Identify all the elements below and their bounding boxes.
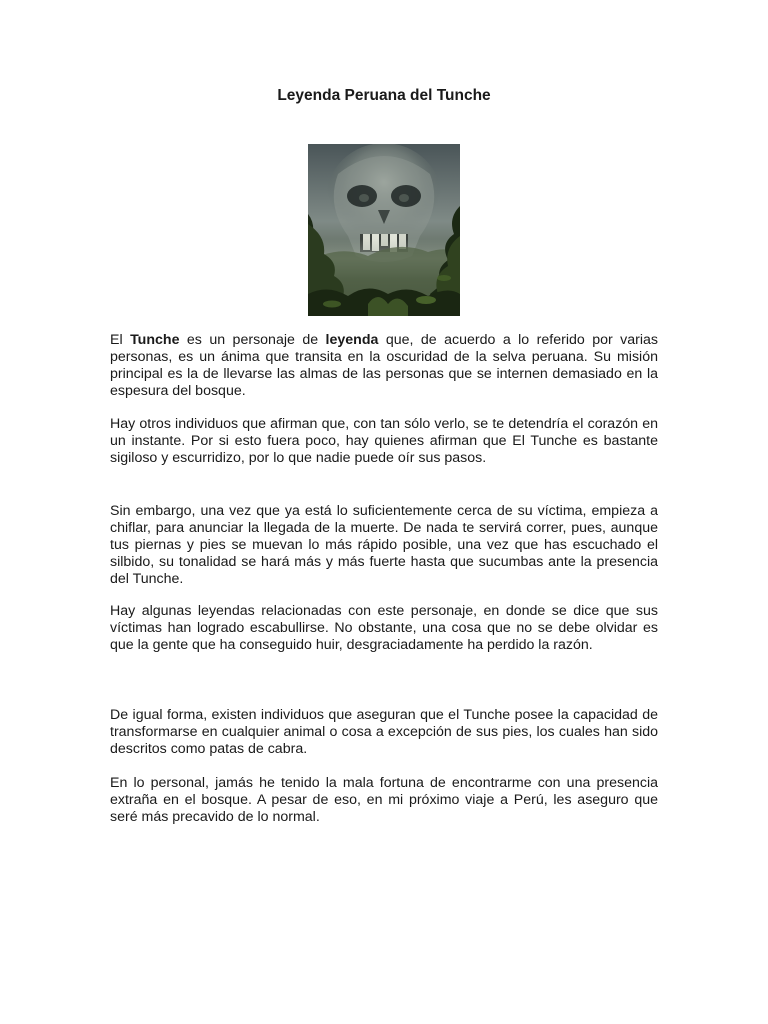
- p1-text-c: es un personaje de: [179, 332, 326, 348]
- p1-text-a: El: [110, 332, 131, 348]
- paragraph-6: [110, 775, 658, 826]
- document-title: Leyenda Peruana del Tunche: [277, 87, 491, 104]
- paragraph-6-text: En lo personal, jamás he tenido la mala fortuna de encontrarme con una presencia extraña en el bosque. A pesar de eso, en mi próximo viaje a Perú, les aseguro que seré más precavido de lo normal.: [110, 775, 658, 825]
- paragraph-4-text: Hay algunas leyendas relacionadas con este personaje, en donde se dice que sus víctimas han logrado escabullirse. No obstante, una cosa que no se debe olvidar es que la gente que ha conseguido huir, desgraciadamente ha perdido la razón.: [110, 603, 658, 653]
- paragraph-5: [110, 707, 658, 758]
- paragraph-5-text: De igual forma, existen individuos que aseguran que el Tunche posee la capacidad de transformarse en cualquier animal o cosa a excepción de sus pies, los cuales han sido descritos como patas de cabra.: [110, 707, 658, 757]
- paragraph-1: [110, 332, 658, 400]
- paragraph-3: [110, 503, 658, 588]
- tunche-forest-skull-image: [308, 144, 460, 316]
- paragraph-4: [110, 603, 658, 654]
- paragraph-3-text: Sin embargo, una vez que ya está lo suficientemente cerca de su víctima, empieza a chiflar, para anunciar la llegada de la muerte. De nada te servirá correr, pues, aunque tus piernas y pies se muevan lo más rápido posible, una vez que has escuchado el silbido, su tonalidad se hará más y más fuerte hasta que sucumbas ante la presencia del Tunche.: [110, 503, 658, 587]
- p1-bold-leyenda: leyenda: [325, 332, 379, 348]
- p1-bold-tunche: Tunche: [130, 332, 180, 348]
- paragraph-2: [110, 416, 658, 467]
- p1-text-e: que, de acuerdo a lo referido por varias personas, es un ánima que transita en la oscuridad de la selva peruana. Su misión principal es la de llevarse las almas de las personas que se internen demasiado en la espesura del bosque.: [110, 332, 658, 399]
- paragraph-2-text: Hay otros individuos que afirman que, con tan sólo verlo, se te detendría el corazón en un instante. Por si esto fuera poco, hay quienes afirman que El Tunche es bastante sigiloso y escurridizo, por lo que nadie puede oír sus pasos.: [110, 416, 658, 466]
